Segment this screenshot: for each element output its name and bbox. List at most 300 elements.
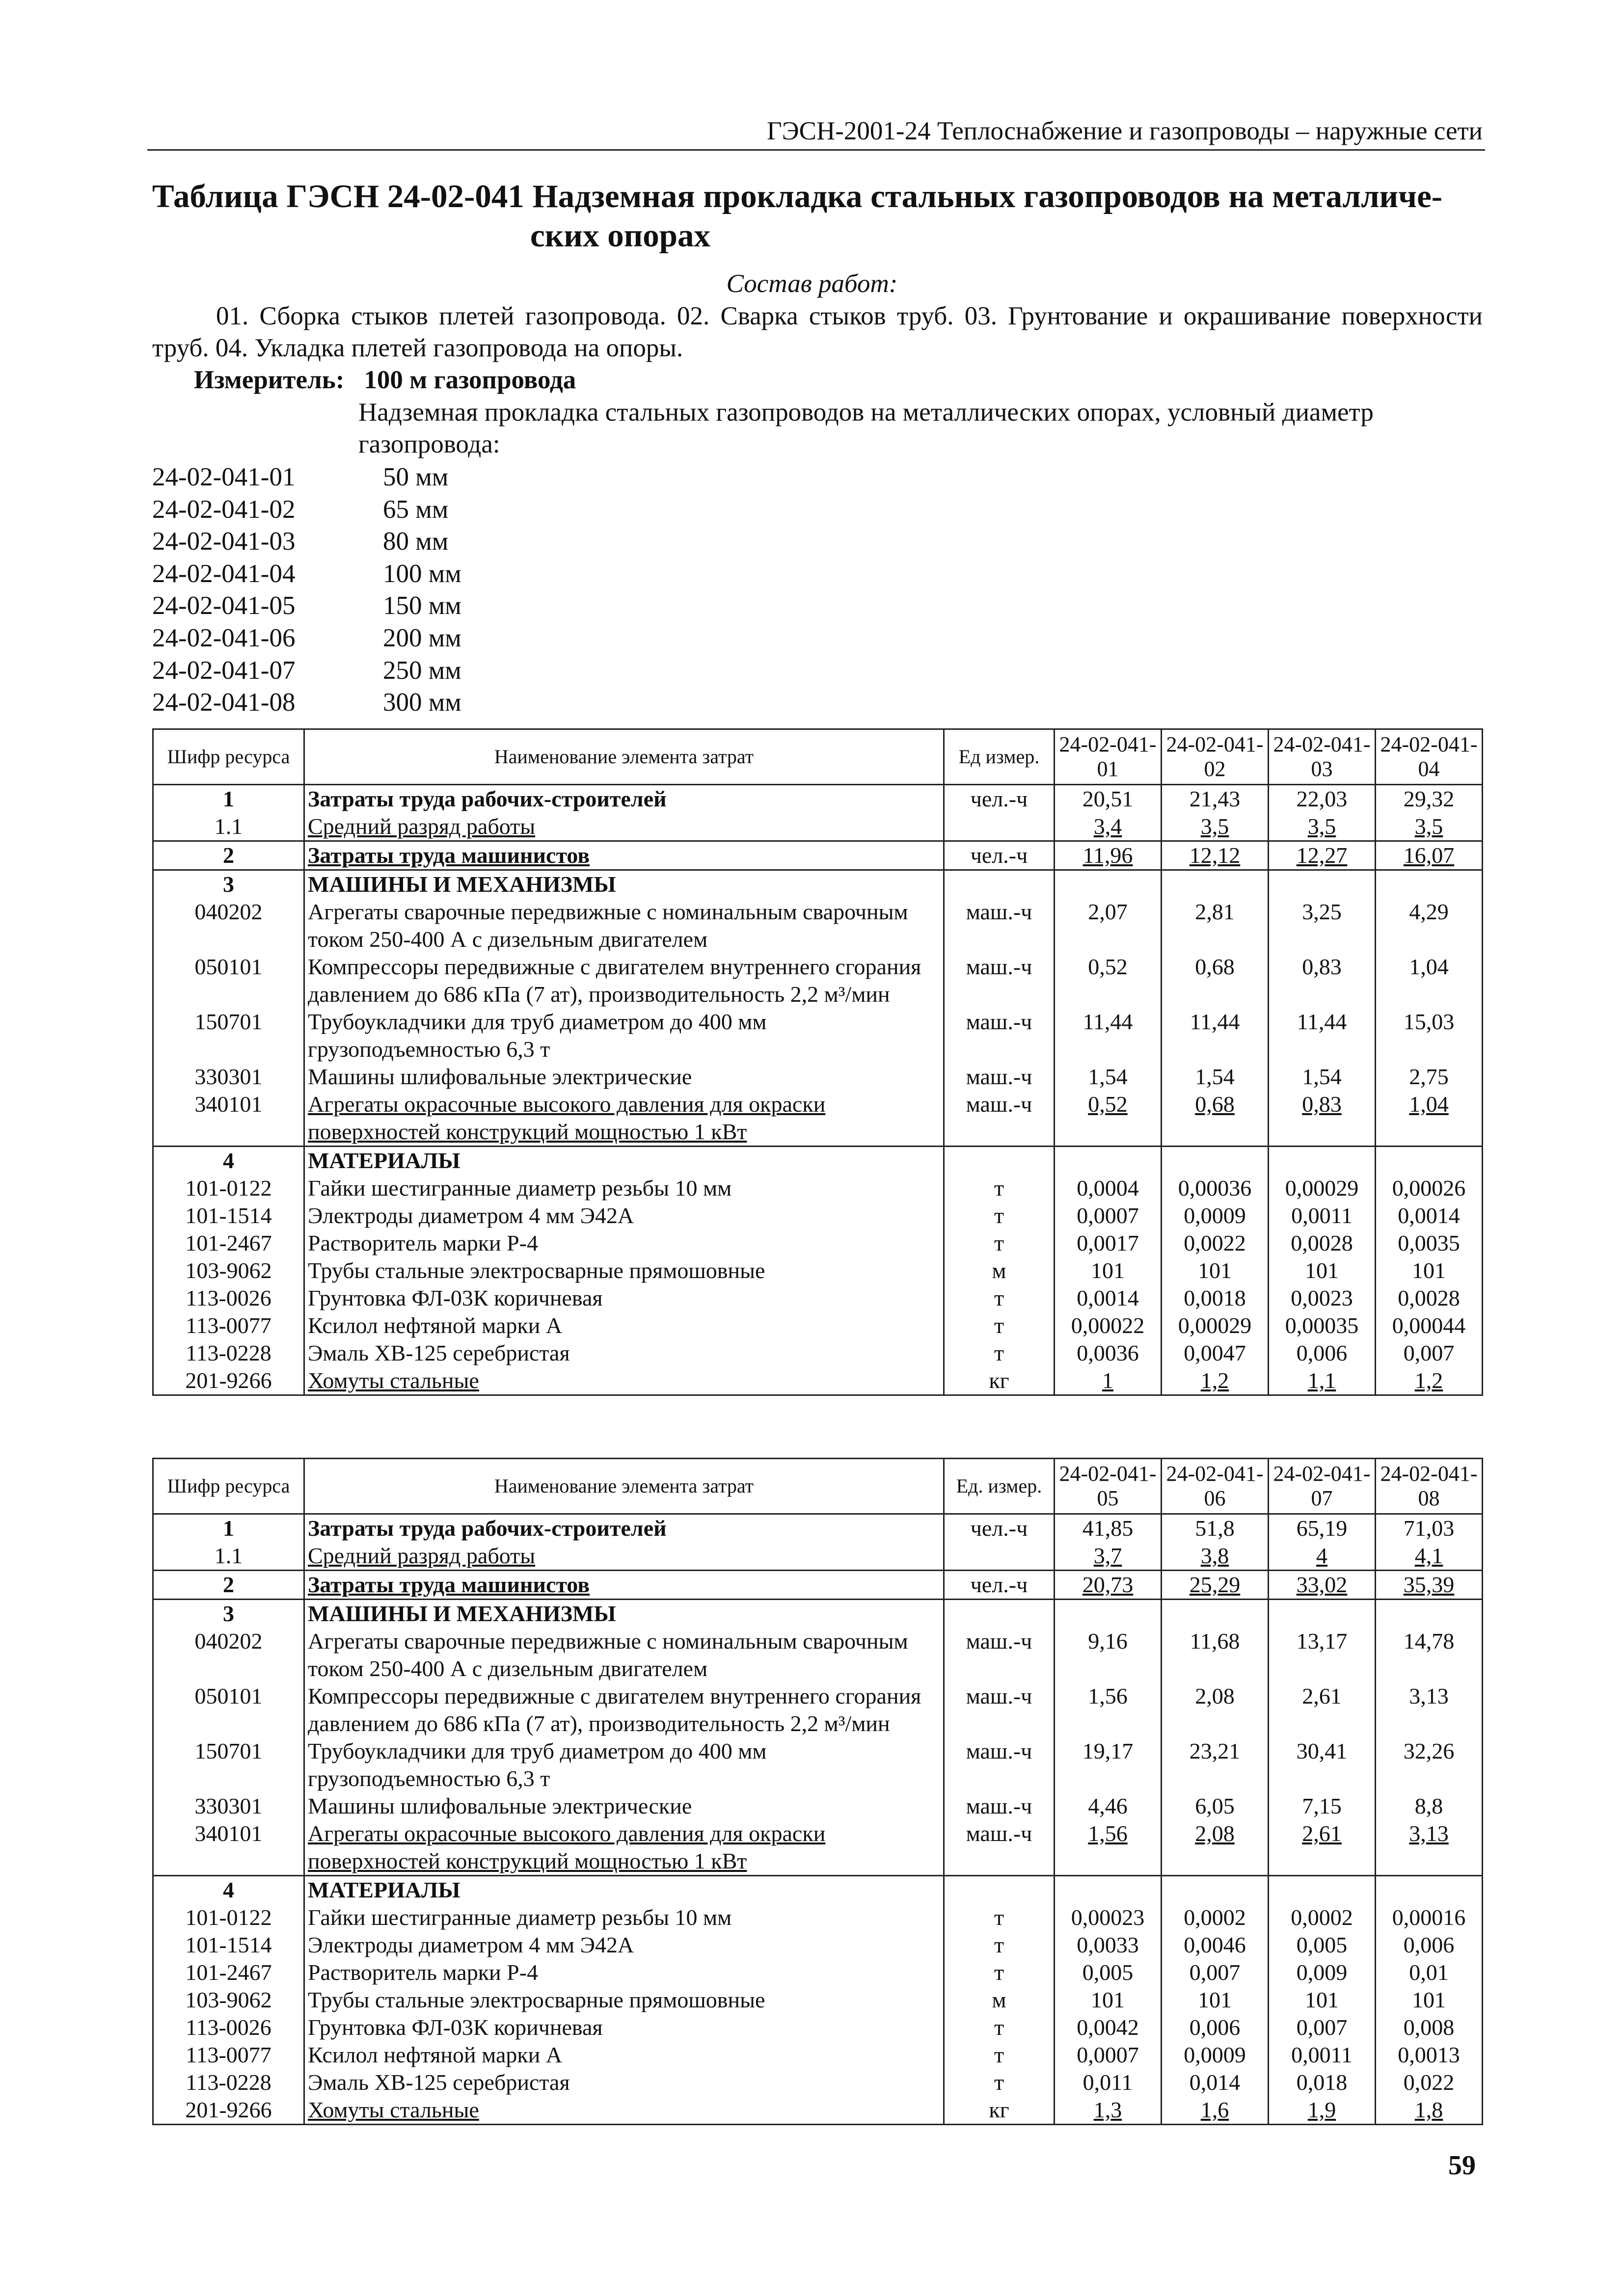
cell-resource-code: 1 (153, 785, 304, 813)
code-list-item (152, 461, 461, 494)
cell-value: 3,5 (1376, 813, 1483, 841)
meter-label: Измеритель: (194, 366, 345, 394)
cell-value: 41,85 (1055, 1514, 1162, 1543)
cell-value: 0,022 (1376, 2069, 1483, 2096)
cell-cost-element: Агрегаты окрасочные высокого давления для окраски поверхностей конструкций мощностью 1 кВт (304, 1820, 944, 1876)
table-row (153, 1931, 1483, 1959)
cell-value: 0,00029 (1269, 1175, 1376, 1202)
header-col-4: 24-02-041-04 (1376, 729, 1483, 785)
table-row (153, 898, 1483, 953)
item-diameter: 65 мм (383, 495, 449, 524)
cell-value: 0,00026 (1376, 1175, 1483, 1202)
cell-resource-code: 103-9062 (153, 1257, 304, 1284)
cell-value: 0,0018 (1162, 1284, 1269, 1312)
table-row (153, 1147, 1483, 1175)
cell-value: 0,008 (1376, 2014, 1483, 2041)
cell-cost-element: Трубоукладчики для труб диаметром до 400 мм грузоподъемностью 6,3 т (304, 1008, 944, 1063)
cell-value: 0,52 (1055, 1091, 1162, 1147)
cell-unit: кг (944, 2096, 1055, 2125)
cell-value: 0,83 (1269, 953, 1376, 1008)
table-title (152, 177, 1488, 255)
cell-value (1055, 1600, 1162, 1628)
cell-value: 1,2 (1162, 1367, 1269, 1395)
cell-value: 4,46 (1055, 1792, 1162, 1820)
cell-value: 1,2 (1376, 1367, 1483, 1395)
cell-cost-element: Затраты труда машинистов (304, 1571, 944, 1600)
cell-value: 2,07 (1055, 898, 1162, 953)
header-code: Шифр ресурса (153, 1459, 304, 1514)
cell-value: 0,018 (1269, 2069, 1376, 2096)
table-row (153, 1904, 1483, 1931)
cell-value: 3,13 (1376, 1682, 1483, 1737)
cell-cost-element: Затраты труда машинистов (304, 841, 944, 870)
cell-unit: маш.-ч (944, 1063, 1055, 1091)
cell-unit: т (944, 1229, 1055, 1257)
composition-text: 01. Сборка стыков плетей газопровода. 02. Сварка стыков труб. 03. Грунтование и окрашивание поверхности труб. 04. Укладка плетей газопровода на опоры. (152, 302, 1483, 362)
cell-value: 0,006 (1162, 2014, 1269, 2041)
cell-unit (944, 870, 1055, 899)
item-diameter: 50 мм (383, 463, 449, 491)
cell-value: 101 (1162, 1986, 1269, 2014)
cell-cost-element: Трубы стальные электросварные прямошовные (304, 1257, 944, 1284)
table-row (153, 1091, 1483, 1147)
cell-resource-code: 201-9266 (153, 2096, 304, 2125)
cell-value: 0,0014 (1055, 1284, 1162, 1312)
cell-value: 19,17 (1055, 1737, 1162, 1792)
cell-cost-element: Трубы стальные электросварные прямошовные (304, 1986, 944, 2014)
cell-cost-element: Грунтовка ФЛ-03К коричневая (304, 1284, 944, 1312)
table-row (153, 785, 1483, 813)
cell-cost-element: Агрегаты сварочные передвижные с номинальным сварочным током 250-400 А с дизельным двигателем (304, 898, 944, 953)
cell-unit: т (944, 1959, 1055, 1986)
cell-resource-code: 1.1 (153, 813, 304, 841)
cell-cost-element: Средний разряд работы (304, 813, 944, 841)
cell-value: 23,21 (1162, 1737, 1269, 1792)
cell-value: 0,00036 (1162, 1175, 1269, 1202)
cell-value: 29,32 (1376, 785, 1483, 813)
table-row (153, 1600, 1483, 1628)
cell-value: 15,03 (1376, 1008, 1483, 1063)
cell-cost-element: Затраты труда рабочих-строителей (304, 1514, 944, 1543)
table-row (153, 1959, 1483, 1986)
table-row (153, 1339, 1483, 1367)
table-row (153, 1367, 1483, 1395)
cell-value: 0,68 (1162, 1091, 1269, 1147)
item-code: 24-02-041-08 (152, 688, 296, 717)
header-col-2: 24-02-041-02 (1162, 729, 1269, 785)
cell-value: 21,43 (1162, 785, 1269, 813)
cell-resource-code: 103-9062 (153, 1986, 304, 2014)
table-row (153, 1792, 1483, 1820)
item-diameter: 80 мм (383, 527, 449, 556)
cell-cost-element: МАШИНЫ И МЕХАНИЗМЫ (304, 870, 944, 899)
cell-cost-element: Хомуты стальные (304, 2096, 944, 2125)
cell-value: 2,75 (1376, 1063, 1483, 1091)
cell-unit: маш.-ч (944, 898, 1055, 953)
cell-cost-element: Ксилол нефтяной марки А (304, 2041, 944, 2069)
cell-value (1055, 1876, 1162, 1904)
cell-value (1269, 1147, 1376, 1175)
cell-value: 7,15 (1269, 1792, 1376, 1820)
header-col-1: 24-02-041-01 (1055, 729, 1162, 785)
running-head: ГЭСН-2001-24 Теплоснабжение и газопроводы – наружные сети (767, 117, 1483, 145)
cell-value: 1,54 (1269, 1063, 1376, 1091)
cell-value: 0,009 (1269, 1959, 1376, 1986)
item-diameter: 300 мм (383, 688, 461, 717)
cell-value (1269, 870, 1376, 899)
cell-unit: чел.-ч (944, 785, 1055, 813)
cell-cost-element: Эмаль ХВ-125 серебристая (304, 1339, 944, 1367)
cell-value: 22,03 (1269, 785, 1376, 813)
cell-value: 0,0011 (1269, 1202, 1376, 1229)
cell-value: 101 (1269, 1257, 1376, 1284)
cell-unit: т (944, 1339, 1055, 1367)
table-row (153, 1008, 1483, 1063)
cell-value: 0,0028 (1376, 1284, 1483, 1312)
table-row (153, 1986, 1483, 2014)
cell-value: 101 (1269, 1986, 1376, 2014)
cell-value: 25,29 (1162, 1571, 1269, 1600)
cell-resource-code: 340101 (153, 1820, 304, 1876)
cell-value: 0,011 (1055, 2069, 1162, 2096)
cell-value (1162, 870, 1269, 899)
cell-value: 1,56 (1055, 1820, 1162, 1876)
cell-value: 1,6 (1162, 2096, 1269, 2125)
cell-resource-code: 2 (153, 841, 304, 870)
cell-value: 35,39 (1376, 1571, 1483, 1600)
cell-unit: чел.-ч (944, 1571, 1055, 1600)
cell-value: 1,54 (1055, 1063, 1162, 1091)
cell-value: 1,54 (1162, 1063, 1269, 1091)
cell-unit: м (944, 1257, 1055, 1284)
cell-value: 65,19 (1269, 1514, 1376, 1543)
cell-value: 0,0013 (1376, 2041, 1483, 2069)
cell-value: 0,00035 (1269, 1312, 1376, 1339)
cell-value: 0,0002 (1162, 1904, 1269, 1931)
table-row (153, 953, 1483, 1008)
cell-unit: т (944, 1175, 1055, 1202)
cell-value: 0,0042 (1055, 2014, 1162, 2041)
cell-value: 3,8 (1162, 1542, 1269, 1571)
code-list-item (152, 687, 461, 719)
table-row (153, 841, 1483, 870)
table-header-row (153, 729, 1483, 785)
cell-cost-element: Средний разряд работы (304, 1542, 944, 1571)
cell-resource-code: 330301 (153, 1063, 304, 1091)
cell-value: 1,56 (1055, 1682, 1162, 1737)
cell-cost-element: Гайки шестигранные диаметр резьбы 10 мм (304, 1175, 944, 1202)
table-row (153, 2041, 1483, 2069)
cell-value: 101 (1055, 1986, 1162, 2014)
cell-cost-element: Компрессоры передвижные с двигателем внутреннего сгорания давлением до 686 кПа (7 ат), производительность 2,2 м³/мин (304, 953, 944, 1008)
cell-cost-element: Грунтовка ФЛ-03К коричневая (304, 2014, 944, 2041)
cell-value: 0,00016 (1376, 1904, 1483, 1931)
cell-cost-element: Растворитель марки Р-4 (304, 1959, 944, 1986)
cell-resource-code: 101-1514 (153, 1931, 304, 1959)
cell-value: 3,7 (1055, 1542, 1162, 1571)
cell-unit: м (944, 1986, 1055, 2014)
cell-value: 3,5 (1162, 813, 1269, 841)
cell-cost-element: Компрессоры передвижные с двигателем внутреннего сгорания давлением до 686 кПа (7 ат), производительность 2,2 м³/мин (304, 1682, 944, 1737)
cell-unit: т (944, 1904, 1055, 1931)
header-name: Наименование элемента затрат (304, 729, 944, 785)
cell-value: 14,78 (1376, 1628, 1483, 1682)
meter-line (194, 365, 576, 395)
cell-value: 0,005 (1055, 1959, 1162, 1986)
code-list-item (152, 526, 461, 558)
cell-value: 12,12 (1162, 841, 1269, 870)
cell-value: 1,3 (1055, 2096, 1162, 2125)
item-code: 24-02-041-02 (152, 495, 296, 524)
cell-value: 1 (1055, 1367, 1162, 1395)
cell-value: 2,61 (1269, 1820, 1376, 1876)
cell-value: 4,29 (1376, 898, 1483, 953)
cell-value: 1,04 (1376, 1091, 1483, 1147)
cell-unit: чел.-ч (944, 841, 1055, 870)
cell-cost-element: Эмаль ХВ-125 серебристая (304, 2069, 944, 2096)
cell-cost-element: Электроды диаметром 4 мм Э42А (304, 1931, 944, 1959)
cell-resource-code: 201-9266 (153, 1367, 304, 1395)
cell-value: 13,17 (1269, 1628, 1376, 1682)
cell-cost-element: Электроды диаметром 4 мм Э42А (304, 1202, 944, 1229)
cell-value (1376, 870, 1483, 899)
cell-value: 0,0002 (1269, 1904, 1376, 1931)
cell-unit: т (944, 1202, 1055, 1229)
cell-value: 0,007 (1376, 1339, 1483, 1367)
cell-unit: маш.-ч (944, 1737, 1055, 1792)
cell-value: 2,08 (1162, 1682, 1269, 1737)
cell-resource-code: 101-1514 (153, 1202, 304, 1229)
cell-value: 0,0028 (1269, 1229, 1376, 1257)
cell-value: 32,26 (1376, 1737, 1483, 1792)
cell-value: 3,13 (1376, 1820, 1483, 1876)
item-diameter: 250 мм (383, 656, 461, 685)
cell-resource-code: 040202 (153, 898, 304, 953)
header-name: Наименование элемента затрат (304, 1459, 944, 1514)
cell-resource-code: 040202 (153, 1628, 304, 1682)
header-col-3: 24-02-041-07 (1269, 1459, 1376, 1514)
cell-value: 0,0033 (1055, 1931, 1162, 1959)
cell-value: 0,00029 (1162, 1312, 1269, 1339)
cell-value: 0,0047 (1162, 1339, 1269, 1367)
header-col-1: 24-02-041-05 (1055, 1459, 1162, 1514)
table-row (153, 2096, 1483, 2125)
cell-unit: маш.-ч (944, 1682, 1055, 1737)
cell-value: 4,1 (1376, 1542, 1483, 1571)
cell-resource-code: 150701 (153, 1737, 304, 1792)
cell-cost-element: МАТЕРИАЛЫ (304, 1147, 944, 1175)
code-list (152, 461, 461, 719)
cell-value: 3,4 (1055, 813, 1162, 841)
cell-value: 71,03 (1376, 1514, 1483, 1543)
cell-value (1376, 1147, 1483, 1175)
cell-resource-code: 113-0026 (153, 2014, 304, 2041)
header-code: Шифр ресурса (153, 729, 304, 785)
cell-resource-code: 101-0122 (153, 1904, 304, 1931)
cell-value (1055, 870, 1162, 899)
cell-cost-element: Машины шлифовальные электрические (304, 1063, 944, 1091)
cell-resource-code: 101-0122 (153, 1175, 304, 1202)
cell-unit: маш.-ч (944, 1792, 1055, 1820)
cell-resource-code: 050101 (153, 953, 304, 1008)
table-row (153, 1628, 1483, 1682)
cell-resource-code: 340101 (153, 1091, 304, 1147)
cell-value: 101 (1162, 1257, 1269, 1284)
item-code: 24-02-041-07 (152, 656, 296, 685)
code-list-item (152, 558, 461, 590)
header-rule (147, 149, 1485, 151)
cell-resource-code: 330301 (153, 1792, 304, 1820)
cell-resource-code: 101-2467 (153, 1229, 304, 1257)
cell-value: 0,0009 (1162, 1202, 1269, 1229)
cell-value: 8,8 (1376, 1792, 1483, 1820)
cell-value: 0,00044 (1376, 1312, 1483, 1339)
cell-resource-code: 3 (153, 870, 304, 899)
cell-value: 16,07 (1376, 841, 1483, 870)
cell-cost-element: Растворитель марки Р-4 (304, 1229, 944, 1257)
cell-value (1162, 1876, 1269, 1904)
cell-value: 0,006 (1376, 1931, 1483, 1959)
cell-value: 0,0023 (1269, 1284, 1376, 1312)
table-row (153, 1063, 1483, 1091)
table-row (153, 2069, 1483, 2096)
cell-value (1162, 1147, 1269, 1175)
cell-unit (944, 1600, 1055, 1628)
cell-value: 0,007 (1162, 1959, 1269, 1986)
cell-value: 0,014 (1162, 2069, 1269, 2096)
cell-unit (944, 1147, 1055, 1175)
cell-value: 0,0011 (1269, 2041, 1376, 2069)
cell-unit: чел.-ч (944, 1514, 1055, 1543)
table-row (153, 2014, 1483, 2041)
table-header-row (153, 1459, 1483, 1514)
cell-value: 0,00022 (1055, 1312, 1162, 1339)
cell-value: 1,8 (1376, 2096, 1483, 2125)
cell-value: 0,0035 (1376, 1229, 1483, 1257)
cell-unit: маш.-ч (944, 1628, 1055, 1682)
cell-value: 0,0004 (1055, 1175, 1162, 1202)
title-line-2: ских опорах (530, 217, 711, 254)
item-code: 24-02-041-06 (152, 623, 296, 652)
meter-value: 100 м газопровода (364, 366, 576, 394)
cell-unit: маш.-ч (944, 953, 1055, 1008)
item-diameter: 150 мм (383, 591, 461, 620)
cell-value: 12,27 (1269, 841, 1376, 870)
cell-unit: т (944, 1312, 1055, 1339)
table-row (153, 1542, 1483, 1571)
cell-value: 1,1 (1269, 1367, 1376, 1395)
cell-unit (944, 813, 1055, 841)
code-list-item (152, 622, 461, 655)
cell-value: 4 (1269, 1542, 1376, 1571)
cell-value (1376, 1876, 1483, 1904)
cell-cost-element: Агрегаты сварочные передвижные с номинальным сварочным током 250-400 А с дизельным двигателем (304, 1628, 944, 1682)
table-row (153, 1284, 1483, 1312)
header-col-2: 24-02-041-06 (1162, 1459, 1269, 1514)
cell-resource-code: 113-0228 (153, 1339, 304, 1367)
cell-unit: т (944, 1284, 1055, 1312)
item-code: 24-02-041-04 (152, 559, 296, 588)
cell-value: 0,00023 (1055, 1904, 1162, 1931)
code-list-item (152, 494, 461, 526)
table-row (153, 1571, 1483, 1600)
cell-cost-element: МАШИНЫ И МЕХАНИЗМЫ (304, 1600, 944, 1628)
cell-resource-code: 113-0077 (153, 2041, 304, 2069)
cell-value (1269, 1876, 1376, 1904)
cell-unit (944, 1876, 1055, 1904)
item-code: 24-02-041-05 (152, 591, 296, 620)
header-unit: Ед измер. (944, 729, 1055, 785)
cell-unit (944, 1542, 1055, 1571)
table-row (153, 813, 1483, 841)
cell-value (1055, 1147, 1162, 1175)
item-description: Надземная прокладка стальных газопроводов на металлических опорах, условный диаметр газопровода: (358, 398, 1374, 458)
cell-value: 9,16 (1055, 1628, 1162, 1682)
cell-value: 11,96 (1055, 841, 1162, 870)
cell-value: 30,41 (1269, 1737, 1376, 1792)
item-code: 24-02-041-01 (152, 463, 296, 491)
cell-value: 0,52 (1055, 953, 1162, 1008)
table-row (153, 1876, 1483, 1904)
cell-value: 101 (1055, 1257, 1162, 1284)
cell-value: 11,44 (1162, 1008, 1269, 1063)
cell-value: 11,44 (1055, 1008, 1162, 1063)
cell-value: 0,01 (1376, 1959, 1483, 1986)
cell-value: 0,0014 (1376, 1202, 1483, 1229)
cell-resource-code: 2 (153, 1571, 304, 1600)
cell-value: 0,83 (1269, 1091, 1376, 1147)
table-row (153, 1202, 1483, 1229)
cell-value: 3,5 (1269, 813, 1376, 841)
table-row (153, 1229, 1483, 1257)
cell-value: 6,05 (1162, 1792, 1269, 1820)
cell-resource-code: 113-0026 (153, 1284, 304, 1312)
title-line-1: Таблица ГЭСН 24-02-041 Надземная прокладка стальных газопроводов на металличе- (152, 178, 1443, 214)
item-diameter: 100 мм (383, 559, 461, 588)
table-row (153, 1737, 1483, 1792)
cell-value: 0,0036 (1055, 1339, 1162, 1367)
cell-value: 20,51 (1055, 785, 1162, 813)
cell-cost-element: МАТЕРИАЛЫ (304, 1876, 944, 1904)
composition-label: Состав работ: (726, 269, 898, 298)
table-row (153, 1514, 1483, 1543)
cell-value: 0,0017 (1055, 1229, 1162, 1257)
cell-unit: маш.-ч (944, 1091, 1055, 1147)
cell-unit: кг (944, 1367, 1055, 1395)
cell-value: 0,0009 (1162, 2041, 1269, 2069)
cell-cost-element: Затраты труда рабочих-строителей (304, 785, 944, 813)
cell-value: 101 (1376, 1257, 1483, 1284)
cell-unit: т (944, 2069, 1055, 2096)
cell-value (1162, 1600, 1269, 1628)
cell-resource-code: 1 (153, 1514, 304, 1543)
cell-resource-code: 113-0228 (153, 2069, 304, 2096)
cell-value: 0,005 (1269, 1931, 1376, 1959)
page-number: 59 (1448, 2150, 1476, 2181)
header-unit: Ед. измер. (944, 1459, 1055, 1514)
cell-value (1376, 1600, 1483, 1628)
cell-value: 0,0007 (1055, 2041, 1162, 2069)
resource-table-2 (152, 1458, 1483, 2125)
cell-value: 20,73 (1055, 1571, 1162, 1600)
cell-value: 0,0022 (1162, 1229, 1269, 1257)
cell-cost-element: Агрегаты окрасочные высокого давления для окраски поверхностей конструкций мощностью 1 кВт (304, 1091, 944, 1147)
cell-resource-code: 101-2467 (153, 1959, 304, 1986)
cell-resource-code: 113-0077 (153, 1312, 304, 1339)
cell-cost-element: Ксилол нефтяной марки А (304, 1312, 944, 1339)
cell-value: 101 (1376, 1986, 1483, 2014)
code-list-item (152, 655, 461, 687)
